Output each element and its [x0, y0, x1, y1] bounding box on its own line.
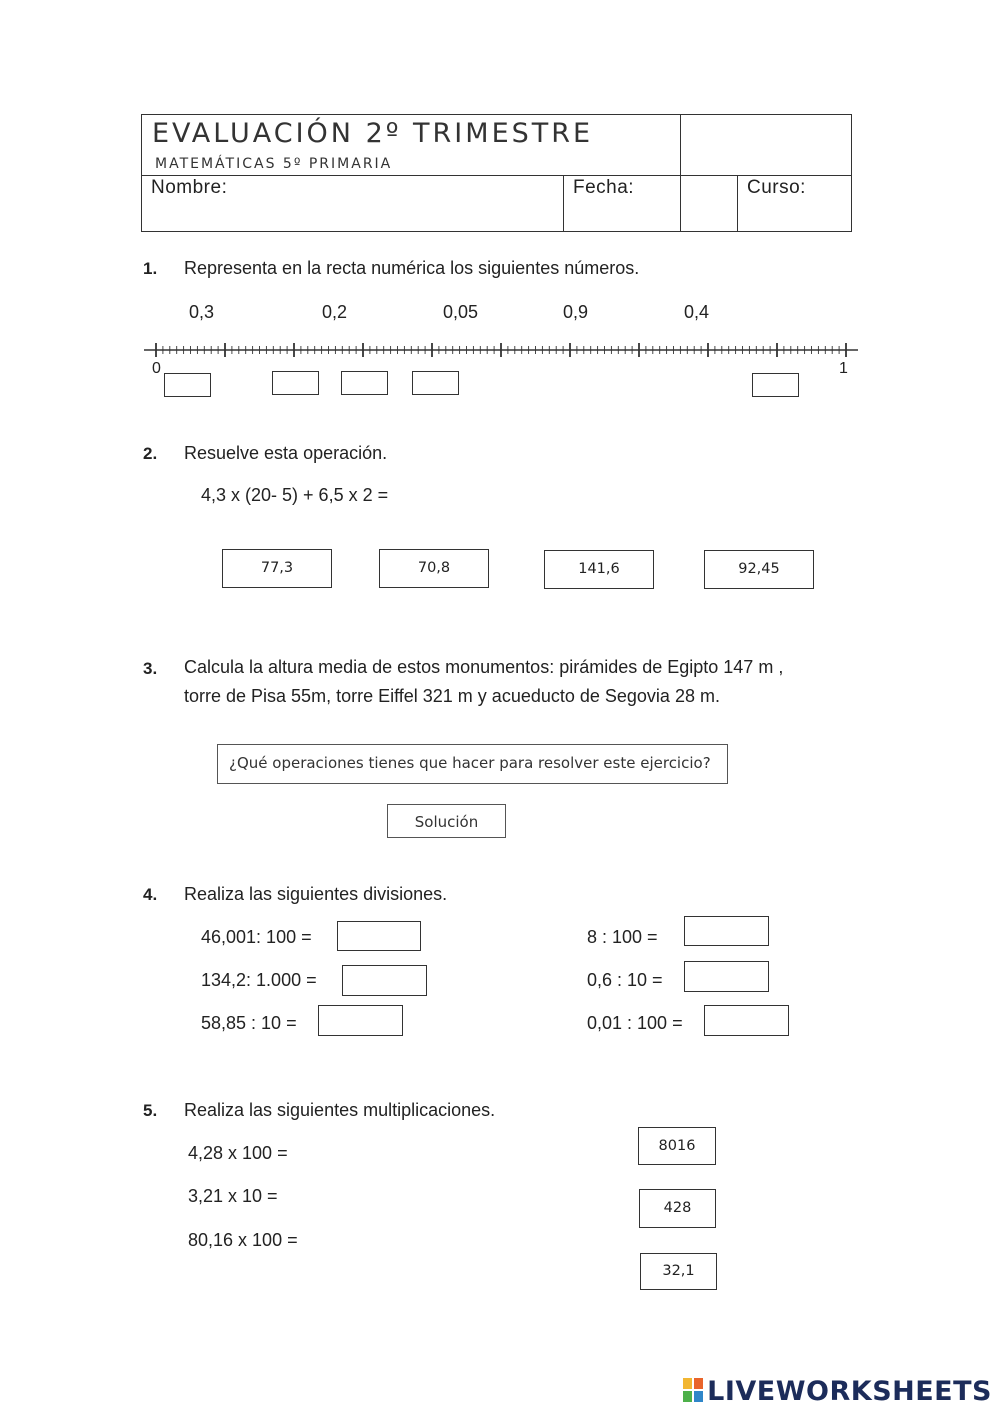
q5-answer-card[interactable]: 32,1	[640, 1253, 717, 1290]
q5-answer-card[interactable]: 8016	[638, 1127, 716, 1165]
q5-multiplication: 4,28 x 100 =	[188, 1143, 288, 1163]
q4-division: 58,85 : 10 =	[201, 1013, 297, 1033]
q2-option-button[interactable]: 70,8	[379, 549, 489, 588]
number-line-ticks	[144, 343, 858, 357]
q3-line1: Calcula la altura media de estos monumentos: pirámides de Egipto 147 m ,	[184, 657, 784, 677]
q4-answer-input[interactable]	[342, 965, 427, 996]
course-label: Curso:	[747, 177, 806, 198]
liveworksheets-logo	[682, 1376, 992, 1407]
q4-answer-input[interactable]	[684, 961, 769, 992]
q3-line2: torre de Pisa 55m, torre Eiffel 321 m y acueducto de Segovia 28 m.	[184, 686, 720, 706]
number-line-end-label: 1	[839, 360, 848, 377]
q2-number: 2.	[143, 444, 158, 463]
q2-option-button[interactable]: 77,3	[222, 549, 332, 588]
q3-operations-input[interactable]: ¿Qué operaciones tienes que hacer para resolver este ejercicio?	[217, 744, 728, 784]
liveworksheets-logo-icon	[682, 1377, 704, 1403]
header-title: EVALUACIÓN 2º TRIMESTRE	[152, 118, 594, 149]
q1-value: 0,2	[322, 302, 348, 322]
q4-answer-input[interactable]	[684, 916, 769, 946]
q4-division: 8 : 100 =	[587, 927, 658, 947]
header-divider	[142, 175, 851, 176]
header-divider	[680, 115, 681, 231]
q2-expression: 4,3 x (20- 5) + 6,5 x 2 =	[201, 485, 389, 505]
q1-drop-box[interactable]	[341, 371, 388, 395]
q1-text: Representa en la recta numérica los siguientes números.	[184, 258, 640, 278]
q1-value: 0,05	[443, 302, 479, 322]
q4-division: 134,2: 1.000 =	[201, 970, 317, 990]
q5-text: Realiza las siguientes multiplicaciones.	[184, 1100, 496, 1120]
header-divider	[737, 175, 738, 231]
q3-solution-input[interactable]: Solución	[387, 804, 506, 838]
q5-multiplication: 3,21 x 10 =	[188, 1186, 278, 1206]
q3-number: 3.	[143, 659, 158, 678]
q1-value: 0,3	[189, 302, 215, 322]
liveworksheets-logo-text: LIVEWORKSHEETS	[707, 1376, 992, 1407]
q5-answer-card[interactable]: 428	[639, 1189, 716, 1228]
q4-answer-input[interactable]	[318, 1005, 403, 1036]
q1-drop-box[interactable]	[164, 373, 211, 397]
q2-text: Resuelve esta operación.	[184, 443, 388, 463]
q1-value: 0,9	[563, 302, 589, 322]
q1-number: 1.	[143, 259, 158, 278]
q4-division: 0,6 : 10 =	[587, 970, 663, 990]
q4-division: 0,01 : 100 =	[587, 1013, 683, 1033]
q4-answer-input[interactable]	[337, 921, 421, 951]
q2-option-button[interactable]: 141,6	[544, 550, 654, 589]
q4-number: 4.	[143, 885, 158, 904]
q1-drop-box[interactable]	[272, 371, 319, 395]
name-label: Nombre:	[151, 177, 228, 198]
q2-option-button[interactable]: 92,45	[704, 550, 814, 589]
q1-drop-box[interactable]	[412, 371, 459, 395]
header-subtitle: MATEMÁTICAS 5º PRIMARIA	[155, 156, 393, 172]
number-line-start-label: 0	[152, 360, 161, 377]
q1-drop-box[interactable]	[752, 373, 799, 397]
q5-multiplication: 80,16 x 100 =	[188, 1230, 298, 1250]
q4-answer-input[interactable]	[704, 1005, 789, 1036]
q4-division: 46,001: 100 =	[201, 927, 312, 947]
q5-number: 5.	[143, 1101, 158, 1120]
number-line	[140, 335, 865, 370]
date-label: Fecha:	[573, 177, 635, 198]
header-divider	[563, 175, 564, 231]
q4-text: Realiza las siguientes divisiones.	[184, 884, 448, 904]
q1-value: 0,4	[684, 302, 710, 322]
